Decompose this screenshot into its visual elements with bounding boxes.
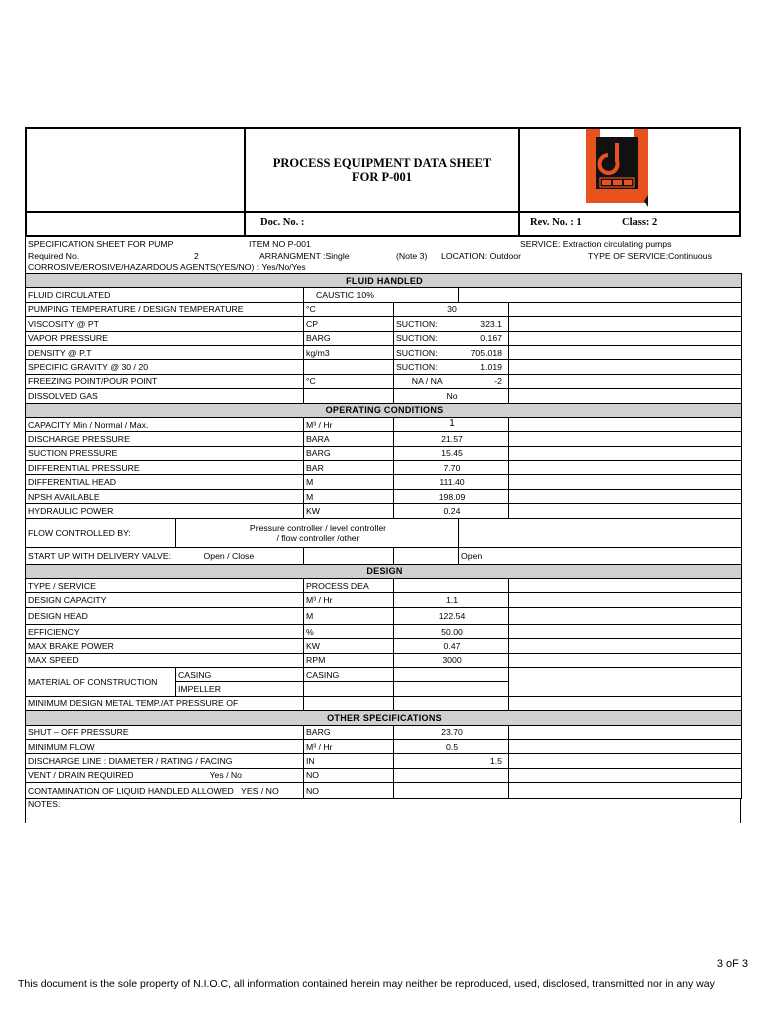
empty-cell xyxy=(509,389,742,403)
row-value: NO xyxy=(304,768,394,782)
corrosive-agents-label: CORROSIVE/EROSIVE/HAZARDOUS AGENTS(YES/NO) : Yes/No/Yes xyxy=(28,262,306,272)
empty-cell xyxy=(394,783,509,799)
spec-info-block xyxy=(25,237,741,273)
empty-cell xyxy=(509,696,742,710)
row-label: HYDRAULIC POWER xyxy=(26,504,304,518)
empty-cell xyxy=(509,475,742,489)
startup-options: Open / Close xyxy=(176,547,304,564)
empty-cell xyxy=(304,682,394,696)
empty-cell xyxy=(509,739,742,753)
row-value: 15.45 xyxy=(394,446,509,460)
empty-cell xyxy=(509,417,742,431)
row-unit xyxy=(304,360,394,374)
row-value: 21.57 xyxy=(394,432,509,446)
title-line-2: FOR P-001 xyxy=(351,170,413,184)
empty-cell xyxy=(394,768,509,782)
empty-cell xyxy=(459,288,509,302)
table-row xyxy=(26,374,742,388)
empty-cell xyxy=(509,446,742,460)
row-value: 323.1 xyxy=(459,317,509,331)
vent-options: Yes / No xyxy=(176,768,304,782)
empty-cell xyxy=(509,653,742,667)
row-label: SHUT – OFF PRESSURE xyxy=(26,725,304,739)
flow-control-options xyxy=(176,518,459,547)
row-unit: BARG xyxy=(304,446,394,460)
doc-blank-cell xyxy=(27,213,246,235)
table-row xyxy=(26,593,742,607)
table-row xyxy=(26,489,742,503)
empty-cell xyxy=(509,345,742,359)
header-blank-cell xyxy=(27,129,246,211)
row-label: FLUID CIRCULATED xyxy=(26,288,304,302)
flow-control-line-2: / flow controller /other xyxy=(276,532,360,543)
suction-label: SUCTION: xyxy=(394,317,459,331)
table-row xyxy=(26,768,742,782)
table-row xyxy=(26,518,742,547)
spec-sheet-label: SPECIFICATION SHEET FOR PUMP xyxy=(28,239,174,249)
table-row xyxy=(26,504,742,518)
row-unit: M xyxy=(304,489,394,503)
row-value: 30 xyxy=(394,302,509,316)
section-fluid-handled: FLUID HANDLED xyxy=(26,274,742,288)
table-row xyxy=(26,317,742,331)
table-row xyxy=(26,607,742,624)
row-unit: kg/m3 xyxy=(304,345,394,359)
table-row xyxy=(26,345,742,359)
empty-cell xyxy=(509,667,742,696)
empty-cell xyxy=(509,432,742,446)
service-label: SERVICE: Extraction circulating pumps xyxy=(520,239,672,249)
empty-cell xyxy=(394,579,509,593)
table-row xyxy=(26,653,742,667)
table-row xyxy=(26,302,742,316)
table-row xyxy=(26,547,742,564)
spec-table xyxy=(25,273,742,799)
location-label: LOCATION: Outdoor xyxy=(441,251,521,261)
empty-cell xyxy=(509,754,742,768)
row-unit: M³ / Hr xyxy=(304,417,394,431)
row-unit: °C xyxy=(304,302,394,316)
row-label: NPSH AVAILABLE xyxy=(26,489,304,503)
empty-cell xyxy=(509,288,742,302)
row-label: SUCTION PRESSURE xyxy=(26,446,304,460)
empty-cell xyxy=(509,639,742,653)
row-na-value: NA / NA xyxy=(394,374,459,388)
row-label: PUMPING TEMPERATURE / DESIGN TEMPERATURE xyxy=(26,302,304,316)
empty-cell xyxy=(509,624,742,638)
doc-no-cell xyxy=(246,213,520,235)
table-row xyxy=(26,739,742,753)
contamination-options: YES / NO xyxy=(241,785,279,796)
casing-value: CASING xyxy=(304,667,394,681)
note-reference: (Note 3) xyxy=(396,251,428,261)
row-value: 1.1 xyxy=(394,593,509,607)
row-value: 0.47 xyxy=(394,639,509,653)
table-row xyxy=(26,725,742,739)
row-value: 1 xyxy=(394,417,509,431)
empty-cell xyxy=(509,783,742,799)
empty-cell xyxy=(509,768,742,782)
table-row xyxy=(26,432,742,446)
row-label: EFFICIENCY xyxy=(26,624,304,638)
row-label: DIFFERENTIAL HEAD xyxy=(26,475,304,489)
section-design: DESIGN xyxy=(26,564,742,578)
table-row xyxy=(26,360,742,374)
empty-cell xyxy=(509,374,742,388)
row-unit: M³ / Hr xyxy=(304,593,394,607)
empty-cell xyxy=(394,547,459,564)
row-label: SPECIFIC GRAVITY @ 30 / 20 xyxy=(26,360,304,374)
row-unit: % xyxy=(304,624,394,638)
section-row xyxy=(26,274,742,288)
section-operating-conditions: OPERATING CONDITIONS xyxy=(26,403,742,417)
row-unit: CP xyxy=(304,317,394,331)
row-label: MINIMUM FLOW xyxy=(26,739,304,753)
empty-cell xyxy=(509,302,742,316)
row-value: 0.5 xyxy=(394,739,509,753)
flow-control-line-1: Pressure controller / level controller xyxy=(249,522,387,533)
row-value: 111.40 xyxy=(394,475,509,489)
table-row xyxy=(26,461,742,475)
empty-cell xyxy=(509,593,742,607)
row-value: Open xyxy=(459,547,742,564)
table-row xyxy=(26,475,742,489)
table-row xyxy=(26,288,742,302)
row-value: NO xyxy=(304,783,394,799)
table-row xyxy=(26,639,742,653)
row-unit: RPM xyxy=(304,653,394,667)
empty-cell xyxy=(509,579,742,593)
row-value: No xyxy=(394,389,509,403)
row-label: DESIGN HEAD xyxy=(26,607,304,624)
section-row xyxy=(26,403,742,417)
table-row xyxy=(26,389,742,403)
row-label: DENSITY @ P.T xyxy=(26,345,304,359)
row-value: PROCESS DEA xyxy=(304,579,394,593)
empty-cell xyxy=(304,547,394,564)
page-number: 3 oF 3 xyxy=(716,958,748,970)
notes-section xyxy=(25,799,741,823)
row-unit: KW xyxy=(304,504,394,518)
table-row xyxy=(26,331,742,345)
row-label: MAX SPEED xyxy=(26,653,304,667)
row-unit: KW xyxy=(304,639,394,653)
row-label: CAPACITY Min / Normal / Max. xyxy=(26,417,304,431)
row-label: DISCHARGE LINE : DIAMETER / RATING / FACING xyxy=(26,754,304,768)
table-row xyxy=(26,667,742,681)
row-label xyxy=(26,783,304,799)
table-row xyxy=(26,417,742,431)
row-label: MAX BRAKE POWER xyxy=(26,639,304,653)
row-unit: M xyxy=(304,475,394,489)
item-no: ITEM NO P-001 xyxy=(249,239,311,249)
empty-cell xyxy=(394,696,509,710)
empty-cell xyxy=(509,360,742,374)
suction-label: SUCTION: xyxy=(394,331,459,345)
required-no-label: Required No. xyxy=(28,251,80,261)
required-no-value: 2 xyxy=(194,251,199,261)
empty-cell xyxy=(509,504,742,518)
arrangement-label: ARRANGMENT :Single xyxy=(259,251,350,261)
rev-no-label: Rev. No. : 1 xyxy=(530,217,582,228)
row-label: DISSOLVED GAS xyxy=(26,389,304,403)
empty-cell xyxy=(394,667,509,681)
row-unit: BAR xyxy=(304,461,394,475)
data-sheet xyxy=(25,127,741,823)
table-row xyxy=(26,624,742,638)
empty-cell xyxy=(509,489,742,503)
row-value: 198.09 xyxy=(394,489,509,503)
row-label: VISCOSITY @ PT xyxy=(26,317,304,331)
row-value: CAUSTIC 10% xyxy=(304,288,459,302)
row-value: 50.00 xyxy=(394,624,509,638)
row-value: -2 xyxy=(459,374,509,388)
row-label: DISCHARGE PRESSURE xyxy=(26,432,304,446)
suction-label: SUCTION: xyxy=(394,345,459,359)
title-line-1: PROCESS EQUIPMENT DATA SHEET xyxy=(272,156,492,170)
row-unit: BARG xyxy=(304,725,394,739)
doc-no-label: Doc. No. : xyxy=(260,217,305,228)
company-logo xyxy=(586,129,648,207)
row-value: 7.70 xyxy=(394,461,509,475)
row-value: 23.70 xyxy=(394,725,509,739)
empty-cell xyxy=(509,331,742,345)
row-label: FLOW CONTROLLED BY: xyxy=(26,518,176,547)
empty-cell xyxy=(509,607,742,624)
empty-cell xyxy=(304,389,394,403)
class-label: Class: 2 xyxy=(622,217,658,228)
row-label: MATERIAL OF CONSTRUCTION xyxy=(26,667,176,696)
row-unit: M xyxy=(304,607,394,624)
empty-cell xyxy=(509,317,742,331)
row-label: FREEZING POINT/POUR POINT xyxy=(26,374,304,388)
row-value: 122.54 xyxy=(394,607,509,624)
table-row xyxy=(26,696,742,710)
section-row xyxy=(26,564,742,578)
empty-cell xyxy=(459,518,742,547)
row-unit: BARA xyxy=(304,432,394,446)
impeller-label: IMPELLER xyxy=(176,682,304,696)
row-label: VAPOR PRESSURE xyxy=(26,331,304,345)
empty-cell xyxy=(509,461,742,475)
row-value: 1.019 xyxy=(459,360,509,374)
table-row xyxy=(26,579,742,593)
row-value: 705.018 xyxy=(459,345,509,359)
suction-label: SUCTION: xyxy=(394,360,459,374)
header-block xyxy=(25,127,741,211)
row-label: START UP WITH DELIVERY VALVE: xyxy=(26,547,176,564)
table-row xyxy=(26,783,742,799)
row-unit: °C xyxy=(304,374,394,388)
row-label: MINIMUM DESIGN METAL TEMP./AT PRESSURE OF xyxy=(26,696,304,710)
table-row xyxy=(26,754,742,768)
row-label: DESIGN CAPACITY xyxy=(26,593,304,607)
section-row xyxy=(26,711,742,725)
row-unit: BARG xyxy=(304,331,394,345)
row-unit: IN xyxy=(304,754,394,768)
empty-cell xyxy=(394,682,509,696)
empty-cell xyxy=(509,725,742,739)
footer-disclaimer: This document is the sole property of N.I.O.C, all information contained herein may neither be reproduced, used, disclosed, transmitted nor in any way xyxy=(18,978,715,990)
row-label: DIFFERENTIAL PRESSURE xyxy=(26,461,304,475)
table-row xyxy=(26,446,742,460)
row-unit: M³ / Hr xyxy=(304,739,394,753)
row-value: 0.24 xyxy=(394,504,509,518)
section-other-specifications: OTHER SPECIFICATIONS xyxy=(26,711,742,725)
title-cell xyxy=(246,129,520,211)
notes-label: NOTES: xyxy=(28,799,61,810)
empty-cell xyxy=(304,696,394,710)
type-of-service-label: TYPE OF SERVICE:Continuous xyxy=(588,251,712,261)
row-value: 3000 xyxy=(394,653,509,667)
document-number-row xyxy=(25,211,741,237)
casing-label: CASING xyxy=(176,667,304,681)
contamination-label: CONTAMINATION OF LIQUID HANDLED ALLOWED xyxy=(28,785,234,796)
row-value: 0.167 xyxy=(459,331,509,345)
rev-class-cell xyxy=(520,213,739,235)
row-value: 1.5 xyxy=(394,754,509,768)
logo-cell xyxy=(520,129,739,211)
row-label: TYPE / SERVICE xyxy=(26,579,304,593)
row-label: VENT / DRAIN REQUIRED xyxy=(26,768,176,782)
